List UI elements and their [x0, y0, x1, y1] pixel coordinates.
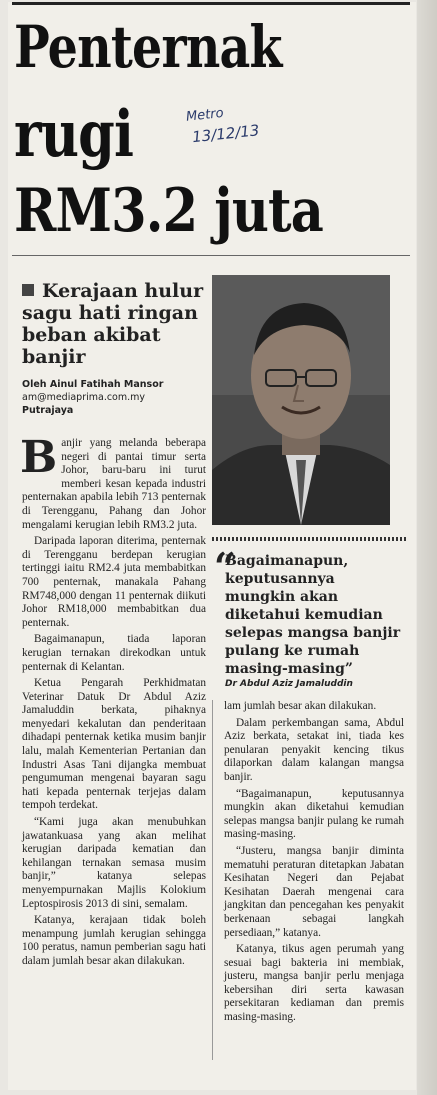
headline-divider — [12, 255, 410, 256]
handwritten-note — [185, 100, 260, 147]
subheadline — [22, 280, 207, 368]
page-edge — [417, 0, 437, 1095]
bullet-square-icon — [22, 284, 34, 296]
body-column-1 — [20, 432, 206, 972]
pull-quote-attribution: Dr Abdul Aziz Jamaluddin — [225, 679, 353, 689]
paragraph: Dalam perkembangan sama, Abdul Aziz berkata, setakat ini, tiada kes penularan penyakit kencing tikus dilaporkan dalam kalangan mangsa banjir. — [224, 716, 404, 783]
dropcap: B — [20, 432, 58, 483]
portrait-photo — [212, 275, 390, 525]
top-rule — [12, 2, 410, 5]
handwritten-date: 13/12/13 — [191, 121, 261, 147]
paragraph: Ketua Pengarah Perkhidmatan Veterinar Datuk Dr Abdul Aziz Jamaluddin berkata, pihaknya menyedari kekalutan dan penderitaan dihadapi penternak ketika musim banjir lalu, malah Kementerian Pertanian dan Industri Asas Tani dijangka membuat pengumuman mengenai bayaran sagu hati kepada penternak terjejas dalam tempoh terdekat. — [22, 677, 206, 812]
portrait-image — [212, 275, 390, 525]
headline-line-2: rugi — [14, 97, 134, 172]
dotted-divider — [212, 537, 408, 541]
handwritten-source: Metro — [185, 105, 225, 125]
byline-location: Putrajaya — [22, 405, 74, 416]
paragraph: “Kami juga akan menubuhkan jawatankuasa yang akan melihat kerugian daripada kematian dan kehilangan ternakan semasa musim banjir,” katanya selepas menyempurnakan Majlis Kolokium Leptospirosis 2013 di sini, semalam. — [22, 816, 206, 910]
quote-mark-icon: “ — [214, 544, 236, 589]
paragraph: Bagaimanapun, tiada laporan kerugian ternakan direkodkan untuk penternak di Kelantan. — [22, 633, 206, 673]
headline-line-3: RM3.2 juta — [14, 176, 323, 246]
pull-quote: Bagaimanapun, keputusannya mungkin akan diketahui kemudian selepas mangsa banjir pulang ke rumah masing-masing” — [225, 553, 401, 677]
column-divider — [212, 700, 213, 1060]
byline-email: am@mediaprima.com.my — [22, 392, 146, 403]
body-column-2 — [224, 700, 404, 1028]
paragraph — [20, 432, 206, 532]
subheadline-text: Kerajaan hulur sagu hati ringan beban akibat banjir — [22, 280, 204, 368]
paragraph: “Bagaimanapun, keputusannya mungkin akan diketahui kemudian selepas mangsa banjir pulang ke rumah masing-masing. — [224, 787, 404, 841]
paragraph: Katanya, kerajaan tidak boleh menampung jumlah kerugian sehingga 100 peratus, namun pemberian sagu hati dalam jumlah besar akan dilakukan. — [22, 914, 206, 967]
byline — [22, 378, 163, 417]
paragraph: “Justeru, mangsa banjir diminta mematuhi peraturan ditetapkan Jabatan Kesihatan Negeri dan Pejabat Kesihatan Daerah mengenai cara jangkitan dan pencegahan kes penyakit berkenaan sebagai langkah persediaan,” katanya. — [224, 844, 404, 939]
paragraph: Daripada laporan diterima, penternak di Terengganu berdepan kerugian tertinggi iaitu RM2.4 juta membabitkan 700 penternak, manakala Pahang RM748,000 dengan 11 penternak diikuti Johor RM18,000 membabitkan dua penternak. — [22, 535, 206, 629]
paragraph: lam jumlah besar akan dilakukan. — [224, 700, 377, 712]
byline-author: Oleh Ainul Fatihah Mansor — [22, 379, 164, 390]
paragraph-text: anjir yang melanda beberapa negeri di pantai timur serta Johor, baru-baru ini turut memberi kesan kepada industri penternakan apabila lebih 713 penternak di Terengganu, Pahang dan Johor mengalami kerugian lebih RM3.2 juta. — [22, 437, 206, 531]
headline-line-1: Penternak — [14, 13, 282, 81]
paragraph: Katanya, tikus agen perumah yang sesuai bagi bakteria ini membiak, justeru, mangsa banjir perlu menjaga kebersihan diri serta kawasan persekitaran kediaman dan premis masing-masing. — [224, 943, 404, 1024]
